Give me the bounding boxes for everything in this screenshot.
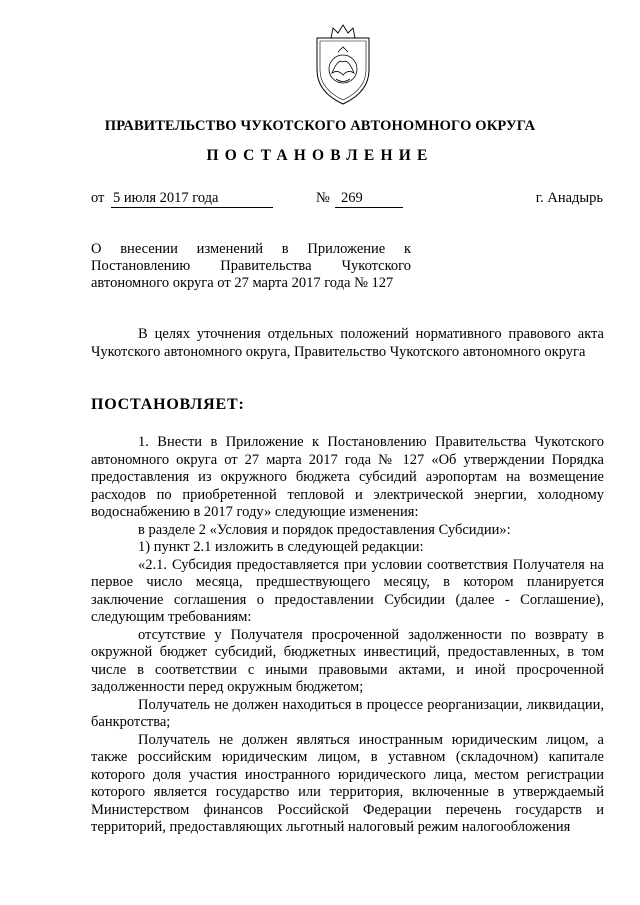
number-field [335,190,403,208]
number-label: № [316,190,330,206]
resolves-heading: ПОСТАНОВЛЯЕТ: [91,396,245,413]
date-value: 5 июля 2017 года [113,190,219,206]
number-value: 269 [341,190,363,206]
body-paragraph: 1) пункт 2.1 изложить в следующей редакции: [138,539,424,555]
body-paragraph: Получатель не должен находиться в процессе реорганизации, ликвидации, банкротства; [91,696,604,730]
document-type-title: ПОСТАНОВЛЕНИЕ [206,147,434,164]
resolution-body [91,434,604,837]
date-field [111,190,273,208]
government-title: ПРАВИТЕЛЬСТВО ЧУКОТСКОГО АВТОНОМНОГО ОКРУГА [104,118,536,134]
preamble-paragraph: В целях уточнения отдельных положений нормативного правового акта Чукотского автономного округа, Правительство Чукотского автономного округа [91,326,604,360]
document-meta-line [91,190,603,210]
document-subject: О внесении изменений в Приложение к Постановлению Правительства Чукотского автономного округа от 27 марта 2017 года № 127 [91,241,411,291]
body-paragraph: 1. Внести в Приложение к Постановлению Правительства Чукотского автономного округа от 27 марта 2017 года № 127 «Об утверждении Порядка предоставления из окружного бюджета субсидий аэропортам на возмещение расходов по приобретенной тепловой и электрической энергии, холодному водоснабжению в 2017 году» следующие изменения: [91,434,604,520]
preamble [91,326,604,361]
date-prefix-label: от [91,190,105,206]
city-label: г. Анадырь [535,190,603,206]
body-paragraph: отсутствие у Получателя просроченной задолженности по возврату в окружной бюджет субсидий, бюджетных инвестиций, предоставленных, в том числе в соответствии с иными правовыми актами, и иной просроченной задолженности перед окружным бюджетом; [91,626,604,695]
body-paragraph: «2.1. Субсидия предоставляется при условии соответствия Получателя на первое число месяца, предшествующего месяцу, в котором планируется заключение соглашения о предоставлении Субсидии (далее - Соглашение), следующим требованиям: [91,556,604,625]
coat-of-arms-icon [307,22,379,108]
body-paragraph: Получатель не должен являться иностранным юридическим лицом, а также российским юридическим лицом, в уставном (складочном) капитале которого доля участия иностранного юридического лица, местом регистрации которого является государство или территория, включенные в утверждаемый Министерством финансов Российской Федерации перечень государств и территорий, предоставляющих льготный налоговый режим налогообложения [91,731,604,835]
body-paragraph: в разделе 2 «Условия и порядок предоставления Субсидии»: [138,521,511,538]
